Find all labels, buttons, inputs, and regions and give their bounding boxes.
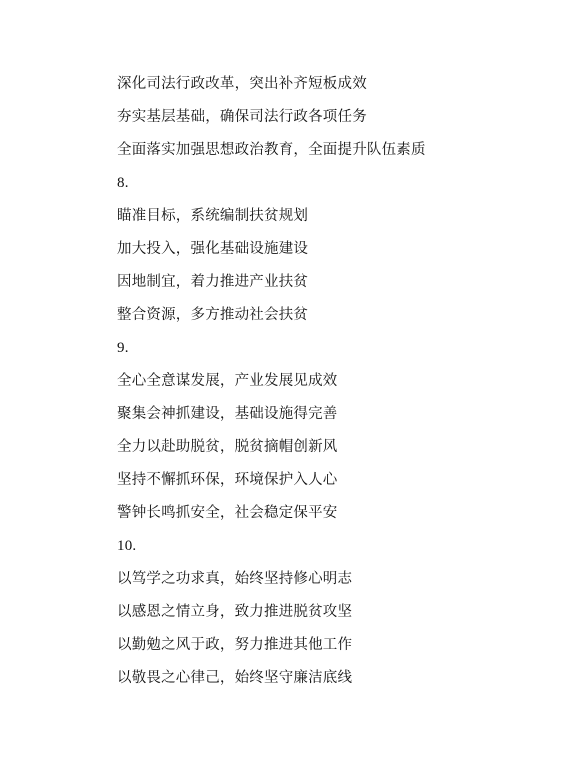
text-lines bbox=[117, 73, 426, 700]
text-line: 警钟长鸣抓安全，社会稳定保平安 bbox=[117, 505, 338, 521]
section-number: 8. bbox=[117, 175, 129, 191]
text-line: 以敬畏之心律己，始终坚守廉洁底线 bbox=[117, 670, 353, 686]
text-line: 深化司法行政改革，突出补齐短板成效 bbox=[117, 76, 367, 92]
text-line: 全面落实加强思想政治教育，全面提升队伍素质 bbox=[117, 142, 426, 158]
section-number: 10. bbox=[117, 538, 137, 554]
text-line: 聚集会神抓建设，基础设施得完善 bbox=[117, 406, 338, 422]
text-line: 全力以赴助脱贫，脱贫摘帽创新风 bbox=[117, 439, 338, 455]
text-line: 以笃学之功求真，始终坚持修心明志 bbox=[117, 571, 353, 587]
text-line: 整合资源，多方推动社会扶贫 bbox=[117, 307, 309, 323]
text-line: 以勤勉之风于政，努力推进其他工作 bbox=[117, 637, 353, 653]
text-line: 夯实基层基础，确保司法行政各项任务 bbox=[117, 109, 367, 125]
text-line: 加大投入，强化基础设施建设 bbox=[117, 241, 309, 257]
text-line: 瞄准目标，系统编制扶贫规划 bbox=[117, 208, 309, 224]
section-number: 9. bbox=[117, 340, 129, 356]
text-line: 坚持不懈抓环保，环境保护入人心 bbox=[117, 472, 338, 488]
text-line: 因地制宜，着力推进产业扶贫 bbox=[117, 274, 309, 290]
text-line: 以感恩之情立身，致力推进脱贫攻坚 bbox=[117, 604, 353, 620]
text-line: 全心全意谋发展，产业发展见成效 bbox=[117, 373, 338, 389]
